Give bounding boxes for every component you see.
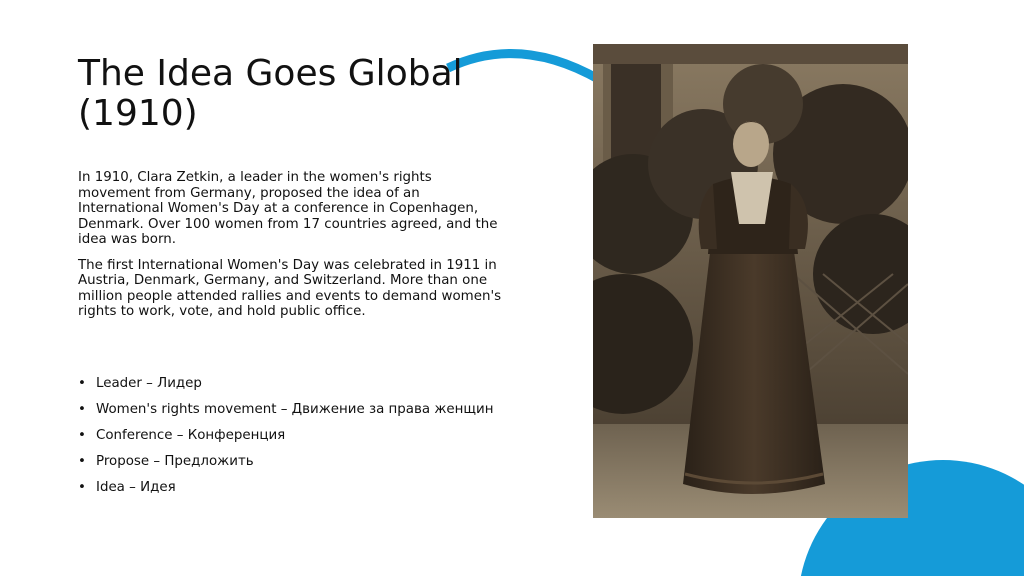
vocabulary-item bbox=[78, 376, 508, 392]
bullet-icon: • bbox=[78, 428, 86, 443]
paragraph-first-celebration: The first International Women's Day was celebrated in 1911 in Austria, Denmark, Germany, and Switzerland. More than one million people attended rallies and events to demand women's rights to work, vote, and hold public office. bbox=[78, 257, 502, 319]
vocabulary-item-text: Women's rights movement – Движение за права женщин bbox=[96, 402, 494, 417]
slide-title: The Idea Goes Global (1910) bbox=[78, 53, 463, 134]
bullet-icon: • bbox=[78, 402, 86, 417]
vocabulary-item bbox=[78, 454, 508, 470]
portrait-illustration bbox=[593, 44, 908, 518]
vocabulary-item-text: Idea – Идея bbox=[96, 480, 176, 495]
vocabulary-item-text: Propose – Предложить bbox=[96, 454, 254, 469]
vocabulary-list bbox=[78, 376, 508, 506]
body-text bbox=[78, 170, 508, 330]
bullet-icon: • bbox=[78, 454, 86, 469]
historical-portrait-photo bbox=[593, 44, 908, 518]
vocabulary-item bbox=[78, 402, 508, 418]
vocabulary-item-text: Leader – Лидер bbox=[96, 376, 202, 391]
vocabulary-item bbox=[78, 480, 508, 496]
vocabulary-item-text: Conference – Конференция bbox=[96, 428, 286, 443]
bullet-icon: • bbox=[78, 480, 86, 495]
bullet-icon: • bbox=[78, 376, 86, 391]
paragraph-intro: In 1910, Clara Zetkin, a leader in the women's rights movement from Germany, proposed the idea of an International Women's Day at a conference in Copenhagen, Denmark. Over 100 women from 17 countries agreed, and the idea was born. bbox=[78, 170, 498, 247]
vocabulary-item bbox=[78, 428, 508, 444]
